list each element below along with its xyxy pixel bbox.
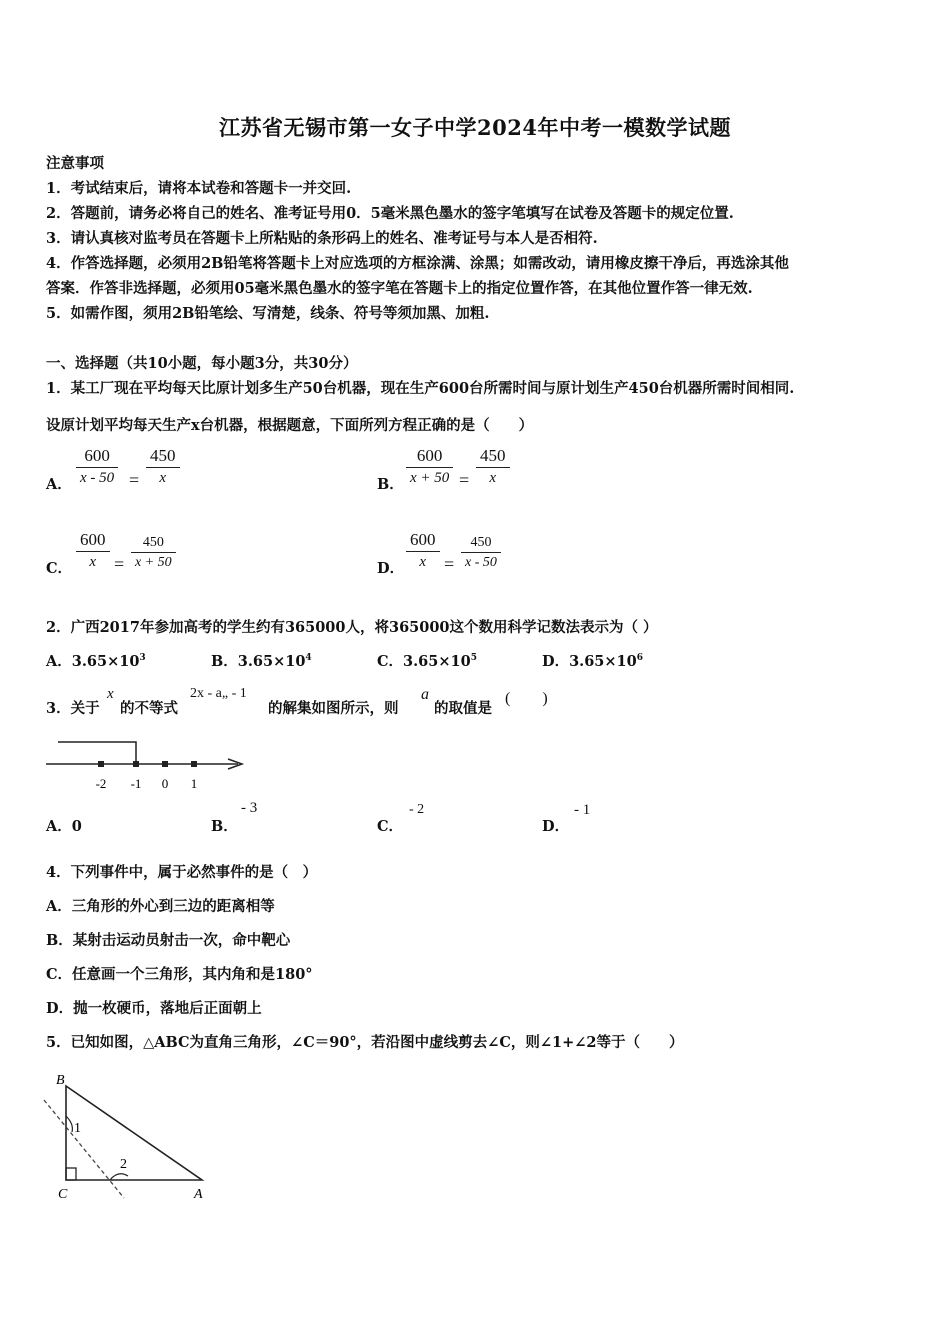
note-item: 1．考试结束后，请将本试卷和答题卡一并交回.: [46, 180, 352, 197]
equals-sign: =: [114, 554, 125, 574]
question-2: 2．广西2017年参加高考的学生约有365000人，将365000这个数用科学记数法表示为（ ）: [46, 619, 658, 636]
q2-option-d: [542, 650, 643, 671]
option-exponent: 3: [139, 653, 146, 664]
notes-heading: 注意事项: [46, 155, 104, 172]
q1-c-right-fraction: [131, 535, 176, 571]
option-base: 3.65×10: [403, 653, 471, 670]
denominator: x: [419, 554, 427, 570]
question-3-part-2: 的不等式: [120, 700, 178, 717]
q1-option-d-label: D．: [377, 560, 405, 577]
note-item: 4．作答选择题，必须用2B铅笔将答题卡上对应选项的方框涂满、涂黑；如需改动，请用橡皮擦干净后，再选涂其他: [46, 255, 789, 272]
tick-mark: [133, 761, 139, 767]
q3-option-b-label: B．: [211, 818, 238, 835]
denominator: x: [159, 470, 167, 486]
q1-b-right-fraction: [476, 446, 510, 487]
denominator: x - 50: [80, 470, 115, 486]
numerator: 450: [470, 535, 492, 550]
tick-label: 0: [161, 776, 169, 791]
tick-label: 1: [190, 776, 198, 791]
tick-label: -1: [130, 776, 142, 791]
q3-option-d-value: - 1: [574, 802, 591, 818]
option-base: 3.65×10: [569, 653, 637, 670]
denominator: x: [89, 554, 97, 570]
angle-2-label: 2: [120, 1157, 127, 1172]
option-exponent: 6: [636, 653, 643, 664]
tick-mark: [98, 761, 104, 767]
tick-label: -2: [95, 776, 107, 791]
question-1-line-1: 1．某工厂现在平均每天比原计划多生产50台机器，现在生产600台所需时间与原计划生产450台机器所需时间相同.: [46, 380, 795, 397]
option-label: B．: [211, 653, 238, 670]
q1-a-left-fraction: [76, 446, 118, 487]
inequality: 2x - a„ - 1: [190, 686, 247, 701]
q2-option-b: [211, 650, 312, 671]
q1-d-left-fraction: [406, 530, 440, 571]
q4-option: A．三角形的外心到三边的距离相等: [46, 898, 275, 915]
question-5: 5．已知如图，△ABC为直角三角形，∠C＝90°，若沿图中虚线剪去∠C，则∠1+∠2等于（ ）: [46, 1034, 684, 1051]
q1-a-right-fraction: [146, 446, 180, 487]
q3-option-d-label: D．: [542, 818, 570, 835]
option-label: A．: [46, 653, 72, 670]
page-title: 江苏省无锡市第一女子中学2024年中考一模数学试题: [219, 115, 731, 140]
numerator: 600: [416, 446, 443, 465]
vertex-a-label: A: [194, 1187, 203, 1202]
option-base: 3.65×10: [237, 653, 306, 670]
option-label: D．: [542, 653, 570, 670]
option-value: 0: [71, 818, 82, 835]
question-3-part-4: 的取值是: [434, 700, 492, 717]
q4-option: C．任意画一个三角形，其内角和是180°: [46, 966, 313, 983]
note-item: 5．如需作图，须用2B铅笔绘、写清楚，线条、符号等须加黑、加粗.: [46, 305, 490, 322]
q3-option-b-value: - 3: [241, 800, 258, 816]
angle-1-label: 1: [74, 1121, 81, 1136]
equals-sign: =: [444, 554, 455, 574]
denominator: x: [489, 470, 497, 486]
note-item: 3．请认真核对监考员在答题卡上所粘贴的条形码上的姓名、准考证号与本人是否相符.: [46, 230, 598, 247]
vertex-c-label: C: [58, 1187, 68, 1202]
q1-d-right-fraction: [461, 535, 501, 571]
q1-option-a-label: A．: [46, 476, 72, 493]
dashed-cut-line: [44, 1100, 124, 1198]
option-exponent: 5: [470, 653, 477, 664]
option-exponent: 4: [305, 653, 312, 664]
q1-c-left-fraction: [76, 530, 110, 571]
note-item: 2．答题前，请务必将自己的姓名、准考证号用0．5毫米黑色墨水的签字笔填写在试卷及答题卡的规定位置.: [46, 205, 734, 222]
angle-2-arc: [110, 1174, 128, 1180]
solution-set-bracket: [58, 742, 136, 764]
question-3-part-1: 3．关于: [46, 700, 100, 717]
vertex-b-label: B: [56, 1073, 65, 1088]
q1-b-left-fraction: [406, 446, 453, 487]
variable-a: a: [421, 686, 429, 703]
q2-option-c: [377, 650, 477, 671]
section-heading: 一、选择题（共10小题，每小题3分，共30分）: [46, 355, 358, 372]
q4-option: B．某射击运动员射击一次，命中靶心: [46, 932, 291, 949]
numerator: 450: [142, 535, 164, 550]
variable-x: x: [107, 686, 114, 702]
question-3-part-3: 的解集如图所示，则: [268, 700, 399, 717]
numerator: 450: [480, 446, 506, 465]
option-label: A．: [46, 818, 72, 835]
triangle-abc: [66, 1086, 202, 1180]
numerator: 600: [410, 530, 436, 549]
equals-sign: =: [459, 470, 470, 490]
number-line-figure: [40, 730, 250, 800]
numerator: 600: [80, 530, 106, 549]
q3-option-a: [46, 815, 82, 836]
numerator: 450: [150, 446, 176, 465]
q1-option-b-label: B．: [377, 476, 404, 493]
denominator: x + 50: [410, 470, 450, 486]
q1-option-c-label: C．: [46, 560, 73, 577]
note-item: 答案．作答非选择题，必须用05毫米黑色墨水的签字笔在答题卡上的指定位置作答，在其他位置作答一律无效.: [46, 280, 753, 297]
q3-option-c-label: C．: [377, 818, 404, 835]
numerator: 600: [84, 446, 110, 465]
right-angle-mark: [66, 1168, 76, 1180]
option-label: C．: [377, 653, 404, 670]
denominator: x - 50: [465, 555, 497, 570]
tick-mark: [191, 761, 197, 767]
angle-1-arc: [66, 1116, 72, 1132]
q2-option-a: [46, 650, 146, 671]
equals-sign: =: [129, 470, 140, 490]
tick-mark: [162, 761, 168, 767]
q4-option: D．抛一枚硬币，落地后正面朝上: [46, 1000, 262, 1017]
answer-parentheses: ( ): [505, 690, 548, 707]
denominator: x + 50: [135, 555, 172, 570]
question-1-line-2: 设原计划平均每天生产x台机器，根据题意，下面所列方程正确的是（ ）: [46, 417, 534, 434]
question-4: 4．下列事件中，属于必然事件的是（ ）: [46, 864, 318, 881]
right-triangle-figure: [36, 1066, 226, 1206]
option-base: 3.65×10: [71, 653, 140, 670]
q3-option-c-value: - 2: [409, 802, 425, 817]
